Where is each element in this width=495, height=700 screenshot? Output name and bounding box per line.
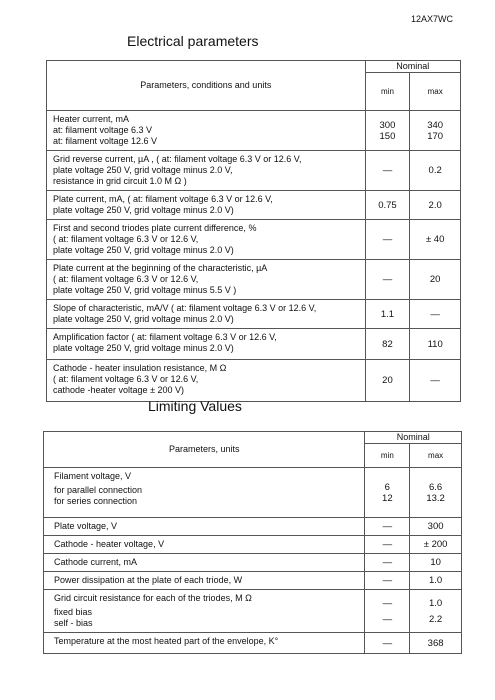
parameter-line: at: filament voltage 6.3 V bbox=[53, 125, 153, 135]
table-row bbox=[44, 518, 462, 536]
min-value: — bbox=[382, 165, 393, 176]
max-value-cell bbox=[410, 590, 462, 633]
limiting-values-title: Limiting Values bbox=[148, 398, 242, 414]
max-value-cell bbox=[410, 111, 461, 151]
min-value-cell bbox=[365, 360, 410, 402]
max-value: 2.2 bbox=[428, 613, 443, 625]
table-row bbox=[44, 536, 462, 554]
nominal-header: Nominal bbox=[365, 432, 462, 444]
max-value: 10 bbox=[430, 557, 441, 568]
parameter-line: Amplification factor ( at: filament voltage 6.3 V or 12.6 V, bbox=[53, 332, 277, 342]
min-value: — bbox=[382, 575, 393, 586]
max-value-cell bbox=[410, 220, 461, 260]
max-value-cell bbox=[410, 360, 461, 402]
parameter-line: Grid reverse current, µA , ( at: filament voltage 6.3 V or 12.6 V, bbox=[53, 154, 302, 164]
parameter-line: plate voltage 250 V, grid voltage minus 2.0 V, bbox=[53, 165, 233, 175]
min-value: 150 bbox=[379, 130, 396, 142]
min-value-cell bbox=[365, 536, 410, 554]
parameter-cell bbox=[44, 536, 365, 554]
parameter-line: Grid circuit resistance for each of the triodes, M Ω bbox=[54, 593, 252, 603]
parameter-line: Temperature at the most heated part of the envelope, K° bbox=[54, 636, 279, 646]
parameter-cell bbox=[44, 468, 365, 518]
parameter-line: Plate current, mA, ( at: filament voltage 6.3 V or 12.6 V, bbox=[53, 194, 273, 204]
min-value: 0.75 bbox=[378, 199, 397, 211]
max-value: 0.2 bbox=[428, 165, 442, 176]
parameter-line: plate voltage 250 V, grid voltage minus 2.0 V) bbox=[53, 245, 234, 255]
parameter-cell bbox=[44, 518, 365, 536]
min-value: — bbox=[382, 521, 393, 532]
parameter-cell bbox=[47, 360, 366, 402]
parameter-cell bbox=[47, 260, 366, 300]
params-header: Parameters, units bbox=[44, 432, 365, 468]
parameter-cell bbox=[47, 220, 366, 260]
max-value: ± 40 bbox=[425, 234, 445, 245]
table-row bbox=[44, 468, 462, 518]
min-value-cell bbox=[365, 554, 410, 572]
parameter-line: resistance in grid circuit 1.0 M Ω ) bbox=[53, 176, 187, 186]
min-value-cell bbox=[365, 260, 410, 300]
table-row bbox=[44, 554, 462, 572]
max-value: — bbox=[430, 308, 440, 320]
min-value: 300 bbox=[379, 119, 396, 131]
min-value: 82 bbox=[382, 338, 393, 350]
parameter-line: Cathode - heater voltage, V bbox=[54, 539, 165, 549]
max-value-cell bbox=[410, 151, 461, 191]
max-value-cell bbox=[410, 260, 461, 300]
parameter-line: Filament voltage, V bbox=[54, 471, 132, 481]
max-value-cell bbox=[410, 554, 462, 572]
max-value: 1.0 bbox=[428, 575, 443, 586]
max-value-cell bbox=[410, 536, 462, 554]
min-value: — bbox=[382, 274, 393, 285]
table-row bbox=[47, 329, 461, 360]
table-row bbox=[47, 111, 461, 151]
parameter-line: at: filament voltage 12.6 V bbox=[53, 136, 158, 146]
table-row bbox=[47, 360, 461, 402]
table-row bbox=[47, 260, 461, 300]
parameter-cell bbox=[47, 151, 366, 191]
document-id: 12AX7WC bbox=[410, 14, 453, 24]
parameter-line: plate voltage 250 V, grid voltage minus 5.5 V ) bbox=[53, 285, 237, 295]
min-value: — bbox=[382, 597, 393, 609]
min-value-cell bbox=[365, 590, 410, 633]
table-row bbox=[47, 151, 461, 191]
parameter-line: ( at: filament voltage 6.3 V or 12.6 V, bbox=[53, 274, 199, 284]
parameter-line: Plate current at the beginning of the characteristic, µA bbox=[53, 263, 268, 273]
min-value-cell bbox=[365, 633, 410, 654]
min-value-cell bbox=[365, 329, 410, 360]
parameter-line: for series connection bbox=[54, 496, 138, 506]
min-value: 12 bbox=[382, 492, 393, 504]
min-value-cell bbox=[365, 111, 410, 151]
parameter-cell bbox=[47, 329, 366, 360]
table-row bbox=[44, 633, 462, 654]
min-value: — bbox=[382, 234, 393, 245]
max-value: 110 bbox=[427, 338, 443, 350]
max-value-cell bbox=[410, 329, 461, 360]
max-value: 368 bbox=[427, 637, 444, 649]
parameter-line: plate voltage 250 V, grid voltage minus 2.0 V) bbox=[53, 314, 234, 324]
max-value: 1.0 bbox=[428, 597, 443, 609]
max-value-cell bbox=[410, 191, 461, 220]
nominal-header: Nominal bbox=[365, 61, 460, 73]
parameter-line: self - bias bbox=[54, 618, 93, 628]
table-row bbox=[44, 572, 462, 590]
parameter-line: plate voltage 250 V, grid voltage minus 2.0 V) bbox=[53, 205, 234, 215]
parameter-line: cathode -heater voltage ± 200 V) bbox=[53, 385, 185, 395]
min-header: min bbox=[365, 444, 410, 468]
max-value: ± 200 bbox=[423, 539, 448, 550]
max-value: 20 bbox=[429, 274, 441, 285]
parameter-line: plate voltage 250 V, grid voltage minus 2.0 V) bbox=[53, 343, 234, 353]
parameter-line: for parallel connection bbox=[54, 485, 143, 495]
table-row bbox=[44, 590, 462, 633]
min-value-cell bbox=[365, 518, 410, 536]
max-value-cell bbox=[410, 518, 462, 536]
max-value: 300 bbox=[427, 521, 444, 532]
parameter-line: Cathode current, mA bbox=[54, 557, 138, 567]
max-value-cell bbox=[410, 300, 461, 329]
min-value-cell bbox=[365, 572, 410, 590]
limiting-values-table bbox=[43, 431, 462, 654]
parameter-line: Plate voltage, V bbox=[54, 521, 118, 531]
min-value: 6 bbox=[384, 481, 390, 493]
min-value-cell bbox=[365, 300, 410, 329]
max-header: max bbox=[410, 444, 462, 468]
parameter-cell bbox=[44, 590, 365, 633]
min-value-cell bbox=[365, 151, 410, 191]
min-value: — bbox=[382, 539, 393, 550]
max-value-cell bbox=[410, 633, 462, 654]
max-value: 13.2 bbox=[426, 492, 445, 504]
parameter-line: Slope of characteristic, mA/V ( at: filament voltage 6.3 V or 12.6 V, bbox=[53, 303, 317, 313]
parameter-cell bbox=[47, 191, 366, 220]
params-header: Parameters, conditions and units bbox=[47, 61, 366, 111]
parameter-line: First and second triodes plate current difference, % bbox=[53, 223, 257, 233]
min-value-cell bbox=[365, 468, 410, 518]
electrical-parameters-table bbox=[46, 60, 461, 402]
max-value-cell bbox=[410, 572, 462, 590]
parameter-line: ( at: filament voltage 6.3 V or 12.6 V, bbox=[53, 234, 199, 244]
parameter-cell bbox=[44, 633, 365, 654]
min-value: — bbox=[382, 557, 393, 568]
max-value: 2.0 bbox=[428, 199, 442, 211]
min-value: 1.1 bbox=[380, 308, 395, 320]
max-value: 170 bbox=[427, 130, 444, 142]
table-row bbox=[47, 300, 461, 329]
parameter-line: fixed bias bbox=[54, 607, 93, 617]
parameter-line: Cathode - heater insulation resistance, M Ω bbox=[53, 363, 227, 373]
parameter-cell bbox=[44, 554, 365, 572]
table-row bbox=[47, 191, 461, 220]
parameter-line: Heater current, mA bbox=[53, 114, 130, 124]
max-header: max bbox=[410, 73, 461, 111]
table-row bbox=[47, 220, 461, 260]
min-value: — bbox=[382, 613, 393, 625]
max-value: 340 bbox=[427, 119, 444, 131]
min-value: 20 bbox=[382, 375, 393, 386]
min-value: — bbox=[382, 637, 393, 649]
min-value-cell bbox=[365, 191, 410, 220]
parameter-cell bbox=[47, 300, 366, 329]
electrical-parameters-title: Electrical parameters bbox=[127, 33, 259, 49]
max-value: — bbox=[430, 375, 440, 386]
min-value-cell bbox=[365, 220, 410, 260]
max-value: 6.6 bbox=[428, 481, 443, 493]
parameter-line: Power dissipation at the plate of each triode, W bbox=[54, 575, 243, 585]
max-value-cell bbox=[410, 468, 462, 518]
parameter-line: ( at: filament voltage 6.3 V or 12.6 V, bbox=[53, 374, 199, 384]
parameter-cell bbox=[44, 572, 365, 590]
parameter-cell bbox=[47, 111, 366, 151]
min-header: min bbox=[365, 73, 410, 111]
